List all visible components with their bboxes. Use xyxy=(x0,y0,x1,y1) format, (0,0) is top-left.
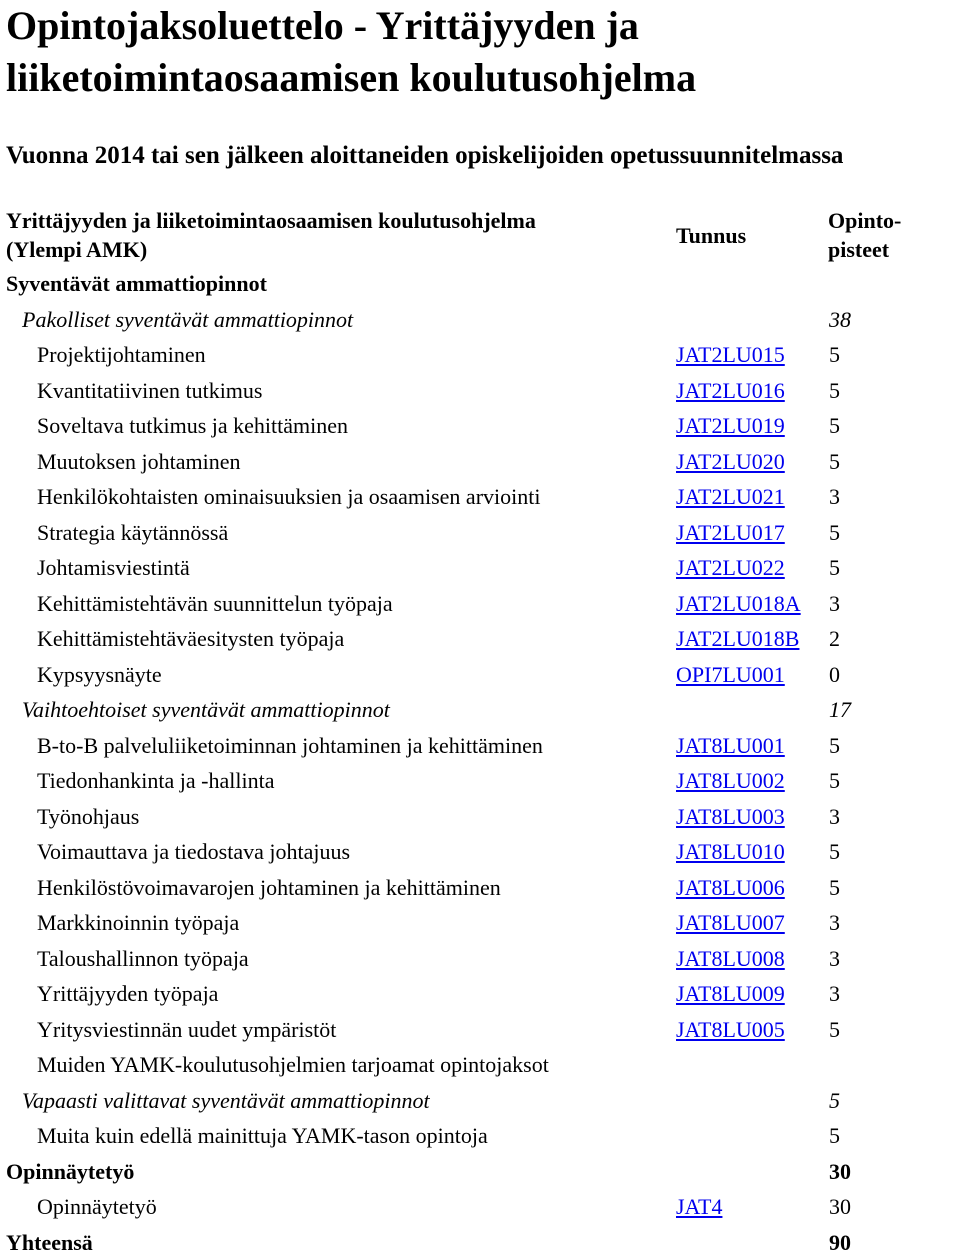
course-row xyxy=(0,941,960,977)
course-code-link[interactable]: JAT2LU020 xyxy=(676,447,785,476)
course-row xyxy=(0,1118,960,1154)
course-row xyxy=(0,1189,960,1225)
row-name: Vaihtoehtoiset syventävät ammattiopinnot xyxy=(22,695,390,724)
subsection-row xyxy=(0,1083,960,1119)
course-code-link[interactable]: JAT8LU008 xyxy=(676,944,785,973)
course-row xyxy=(0,408,960,444)
row-credits: 0 xyxy=(829,660,840,689)
course-code-link[interactable]: JAT2LU018B xyxy=(676,624,799,653)
course-row xyxy=(0,799,960,835)
row-name: Soveltava tutkimus ja kehittäminen xyxy=(37,411,348,440)
row-name: Kypsyysnäyte xyxy=(37,660,162,689)
course-code-link[interactable]: JAT2LU016 xyxy=(676,376,785,405)
row-name: Johtamisviestintä xyxy=(37,553,190,582)
row-credits: 5 xyxy=(829,1015,840,1044)
row-name: Kehittämistehtävän suunnittelun työpaja xyxy=(37,589,393,618)
course-row xyxy=(0,870,960,906)
section-row xyxy=(0,266,960,302)
row-name: Taloushallinnon työpaja xyxy=(37,944,249,973)
row-credits: 3 xyxy=(829,482,840,511)
course-row xyxy=(0,444,960,480)
row-name: Kvantitatiivinen tutkimus xyxy=(37,376,262,405)
course-row xyxy=(0,728,960,764)
course-row xyxy=(0,1047,960,1083)
row-name: Henkilöstövoimavarojen johtaminen ja kehittäminen xyxy=(37,873,501,902)
row-credits: 3 xyxy=(829,589,840,618)
subsection-row xyxy=(0,692,960,728)
row-credits: 5 xyxy=(829,1121,840,1150)
course-table-body xyxy=(0,266,960,1260)
page-subtitle: Vuonna 2014 tai sen jälkeen aloittaneiden opiskelijoiden opetussuunnitelmassa xyxy=(6,140,956,172)
column-header-program-line1: Yrittäjyyden ja liiketoimintaosaamisen koulutusohjelma xyxy=(6,206,656,235)
course-row xyxy=(0,337,960,373)
course-row xyxy=(0,657,960,693)
row-name: Työnohjaus xyxy=(37,802,139,831)
course-row xyxy=(0,763,960,799)
row-credits: 5 xyxy=(829,731,840,760)
row-credits: 5 xyxy=(829,340,840,369)
column-header-credits-line2: pisteet xyxy=(828,235,901,264)
row-name: Markkinoinnin työpaja xyxy=(37,908,239,937)
row-credits: 5 xyxy=(829,1086,840,1115)
course-row xyxy=(0,1012,960,1048)
row-credits: 5 xyxy=(829,376,840,405)
course-row xyxy=(0,976,960,1012)
course-code-link[interactable]: JAT8LU010 xyxy=(676,837,785,866)
row-name: Muutoksen johtaminen xyxy=(37,447,240,476)
row-name: Vapaasti valittavat syventävät ammattiopinnot xyxy=(22,1086,430,1115)
course-code-link[interactable]: JAT4 xyxy=(676,1192,722,1221)
course-row xyxy=(0,515,960,551)
course-code-link[interactable]: JAT2LU021 xyxy=(676,482,785,511)
row-name: Yritysviestinnän uudet ympäristöt xyxy=(37,1015,336,1044)
row-name: Strategia käytännössä xyxy=(37,518,228,547)
course-row xyxy=(0,621,960,657)
course-code-link[interactable]: JAT2LU015 xyxy=(676,340,785,369)
row-name: Opinnäytetyö xyxy=(6,1157,134,1186)
course-code-link[interactable]: JAT8LU007 xyxy=(676,908,785,937)
course-row xyxy=(0,905,960,941)
course-code-link[interactable]: JAT8LU003 xyxy=(676,802,785,831)
course-row xyxy=(0,550,960,586)
column-header-credits xyxy=(828,206,901,264)
row-credits: 17 xyxy=(829,695,851,724)
section-row xyxy=(0,1225,960,1260)
row-credits: 3 xyxy=(829,944,840,973)
course-code-link[interactable]: JAT8LU009 xyxy=(676,979,785,1008)
row-credits: 30 xyxy=(829,1157,851,1186)
subsection-row xyxy=(0,302,960,338)
page-title: Opintojaksoluettelo - Yrittäjyyden ja liiketoimintaosaamisen koulutusohjelma xyxy=(6,0,956,104)
course-row xyxy=(0,834,960,870)
course-code-link[interactable]: JAT2LU018A xyxy=(676,589,801,618)
row-credits: 38 xyxy=(829,305,851,334)
row-name: Projektijohtaminen xyxy=(37,340,206,369)
row-credits: 5 xyxy=(829,766,840,795)
row-credits: 3 xyxy=(829,802,840,831)
course-row xyxy=(0,479,960,515)
row-credits: 5 xyxy=(829,837,840,866)
column-header-credits-line1: Opinto- xyxy=(828,206,901,235)
row-credits: 5 xyxy=(829,553,840,582)
row-name: Tiedonhankinta ja -hallinta xyxy=(37,766,274,795)
row-credits: 5 xyxy=(829,518,840,547)
course-row xyxy=(0,373,960,409)
row-name: Muita kuin edellä mainittuja YAMK-tason opintoja xyxy=(37,1121,488,1150)
row-credits: 3 xyxy=(829,979,840,1008)
row-name: Muiden YAMK-koulutusohjelmien tarjoamat opintojaksot xyxy=(37,1050,549,1079)
row-credits: 30 xyxy=(829,1192,851,1221)
course-code-link[interactable]: JAT2LU019 xyxy=(676,411,785,440)
row-credits: 5 xyxy=(829,873,840,902)
column-header-program-line2: (Ylempi AMK) xyxy=(6,235,656,264)
row-name: Kehittämistehtäväesitysten työpaja xyxy=(37,624,344,653)
row-name: Yhteensä xyxy=(6,1228,93,1257)
course-code-link[interactable]: JAT8LU001 xyxy=(676,731,785,760)
row-name: B-to-B palveluliiketoiminnan johtaminen ja kehittäminen xyxy=(37,731,543,760)
row-credits: 5 xyxy=(829,447,840,476)
row-name: Yrittäjyyden työpaja xyxy=(37,979,218,1008)
course-code-link[interactable]: JAT2LU017 xyxy=(676,518,785,547)
course-row xyxy=(0,586,960,622)
row-name: Syventävät ammattiopinnot xyxy=(6,269,267,298)
row-credits: 5 xyxy=(829,411,840,440)
column-header-program xyxy=(6,206,656,264)
course-code-link[interactable]: JAT8LU002 xyxy=(676,766,785,795)
row-credits: 3 xyxy=(829,908,840,937)
course-code-link[interactable]: JAT2LU022 xyxy=(676,553,785,582)
course-code-link[interactable]: JAT8LU006 xyxy=(676,873,785,902)
course-code-link[interactable]: OPI7LU001 xyxy=(676,660,785,689)
row-name: Henkilökohtaisten ominaisuuksien ja osaamisen arviointi xyxy=(37,482,540,511)
course-code-link[interactable]: JAT8LU005 xyxy=(676,1015,785,1044)
section-row xyxy=(0,1154,960,1190)
row-name: Opinnäytetyö xyxy=(37,1192,157,1221)
row-name: Voimauttava ja tiedostava johtajuus xyxy=(37,837,350,866)
column-header-code: Tunnus xyxy=(676,221,746,250)
row-credits: 2 xyxy=(829,624,840,653)
row-name: Pakolliset syventävät ammattiopinnot xyxy=(22,305,353,334)
row-credits: 90 xyxy=(829,1228,851,1257)
